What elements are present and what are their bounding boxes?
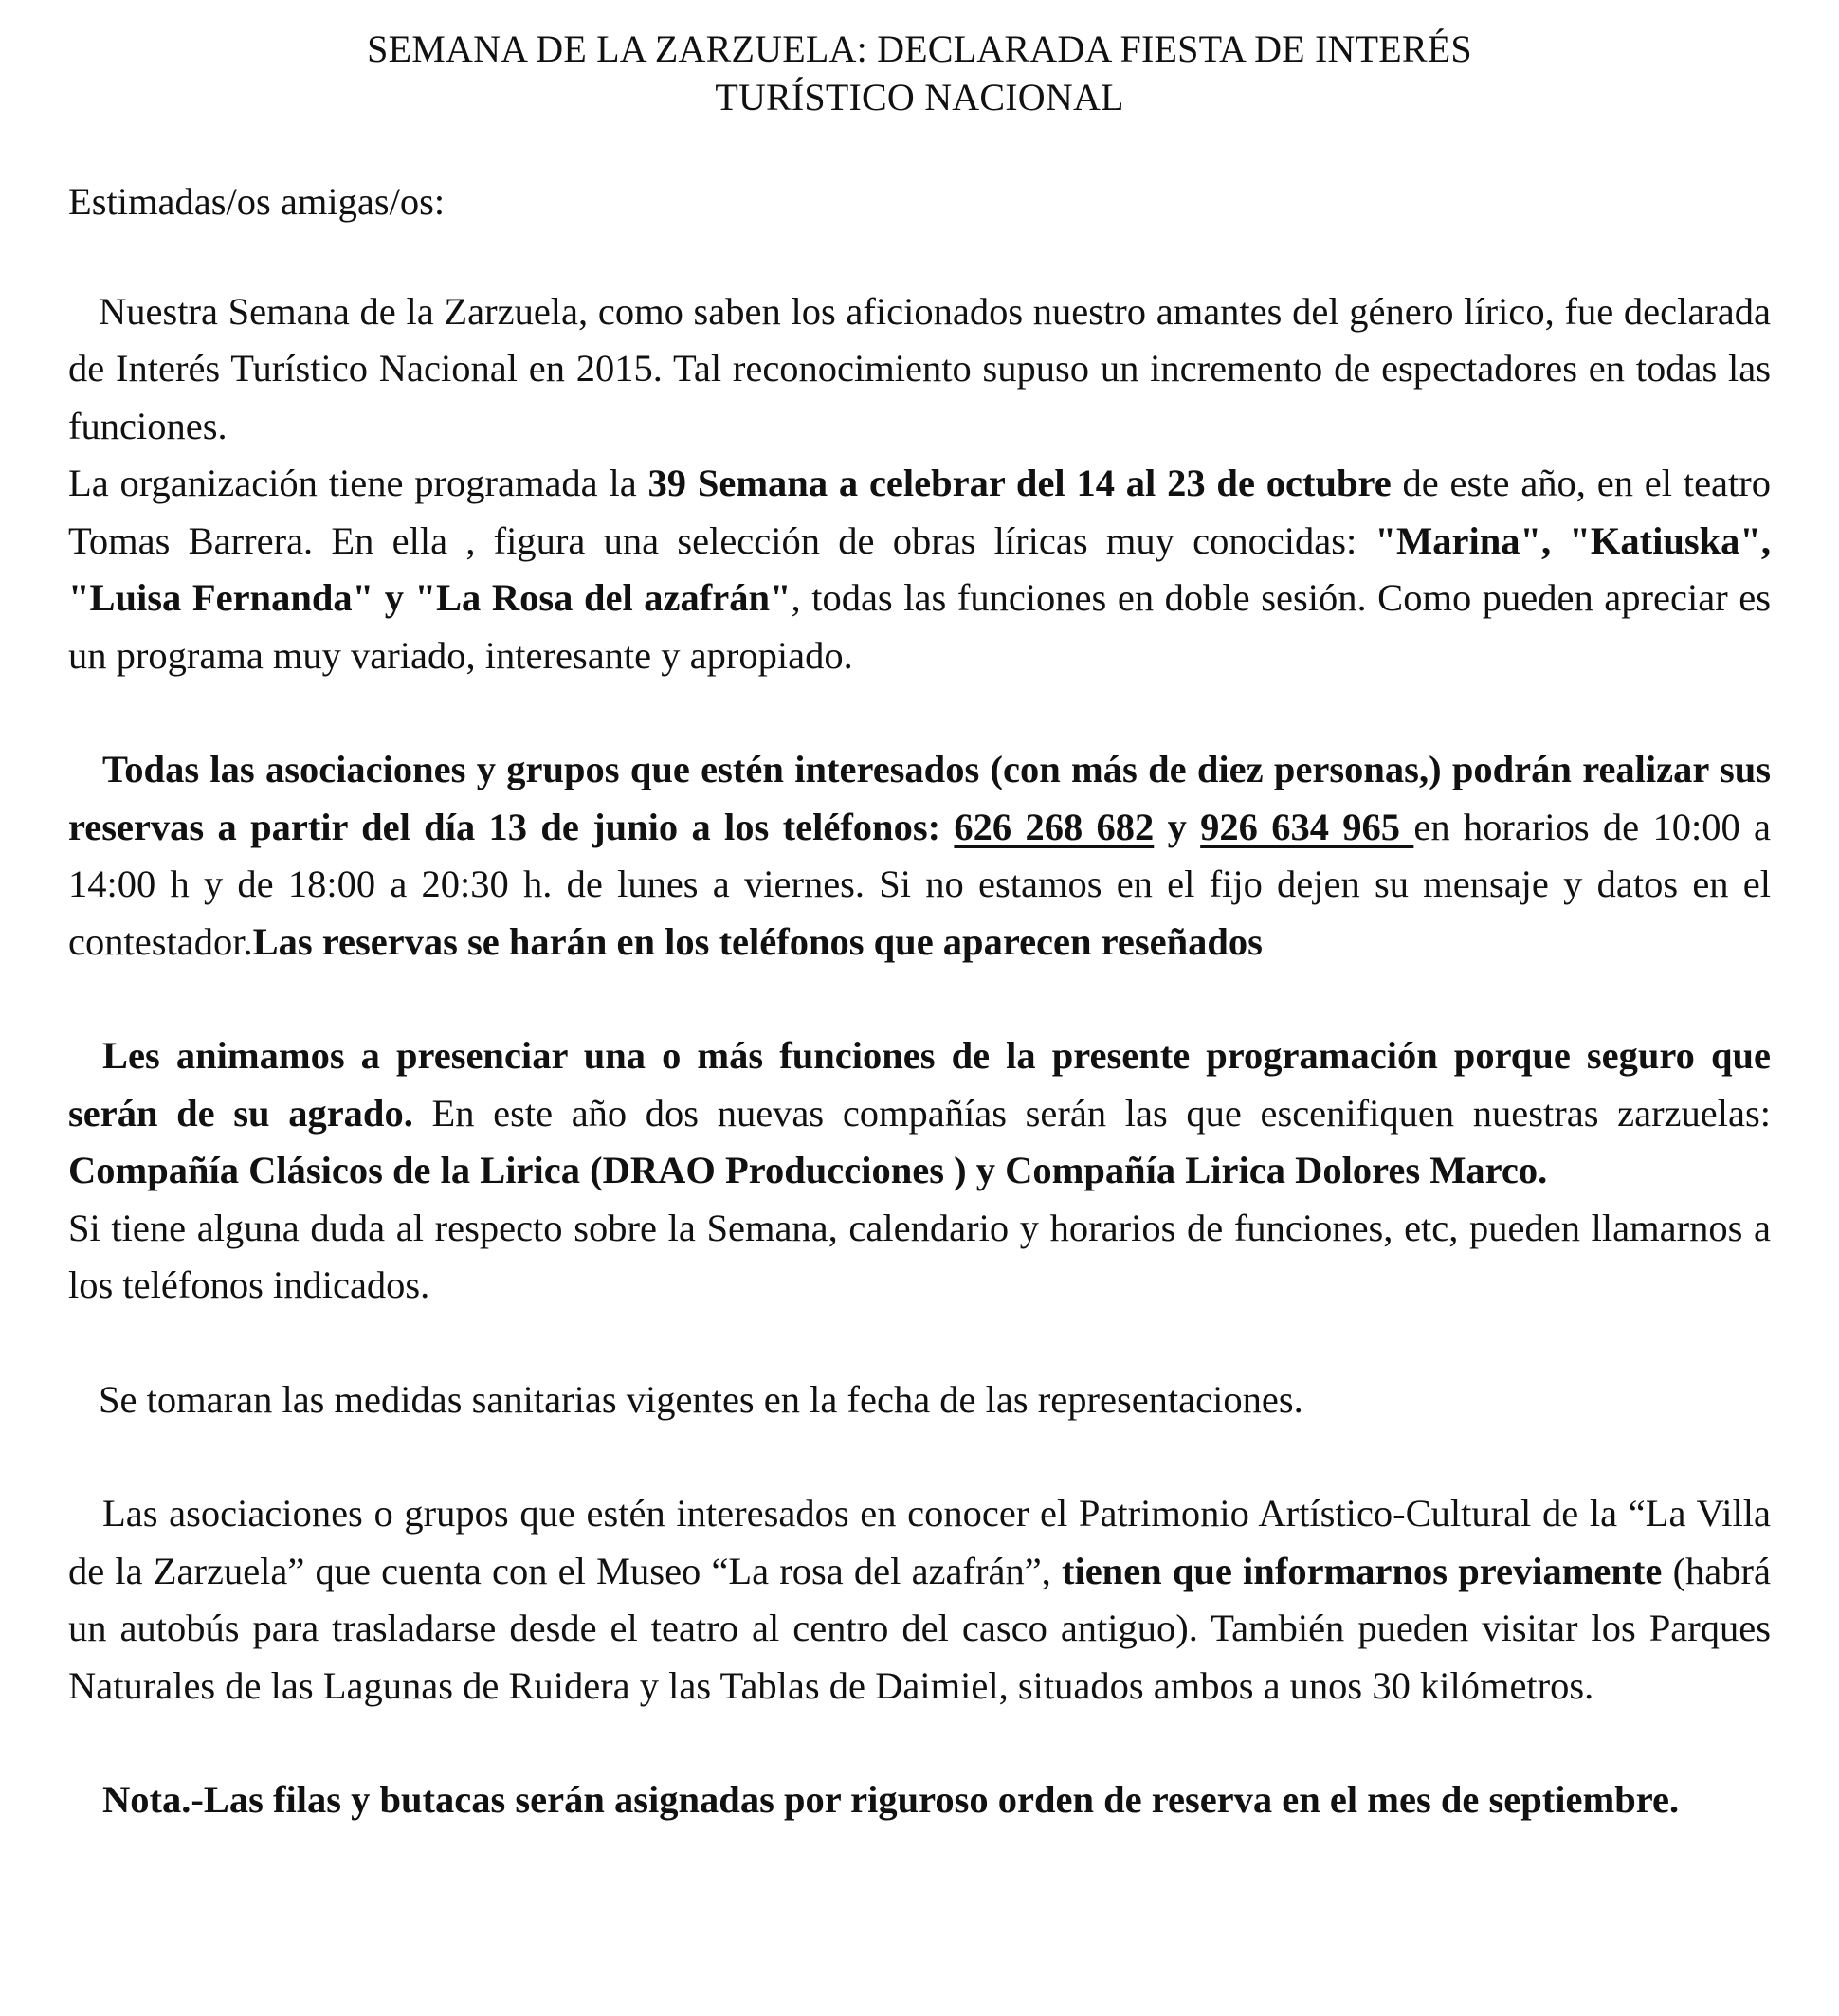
title-line-2: TURÍSTICO NACIONAL [715, 76, 1124, 118]
companies-names: Compañía Clásicos de la Lirica (DRAO Producciones ) y Compañía Lirica Dolores Marco. [68, 1149, 1548, 1191]
paragraph-health-measures: Se tomaran las medidas sanitarias vigentes en la fecha de las representaciones. [99, 1377, 1303, 1421]
companies-intro: Les animamos a presenciar una o más funciones de la presente programación porque seguro que serán de su agrado. [68, 1034, 1771, 1135]
paragraph-questions: Si tiene alguna duda al respecto sobre la Semana, calendario y horarios de funciones, etc, pueden llamarnos a los teléfonos indicados. [68, 1206, 1771, 1306]
paragraph-program [68, 455, 1771, 684]
seating-note: Nota.-Las filas y butacas serán asignadas por riguroso orden de reserva en el mes de septiembre. [102, 1778, 1680, 1821]
phone-number-1[interactable]: 626 268 682 [954, 805, 1155, 848]
heritage-notice: tienen que informarnos previamente [1061, 1549, 1663, 1592]
document-page [68, 25, 1771, 1829]
companies-text: En este año dos nuevas compañías serán las que escenifiquen nuestras zarzuelas: [412, 1091, 1772, 1135]
paragraph-companies [68, 1027, 1771, 1200]
document-title [68, 25, 1771, 121]
program-text-c: de este año, en el teatro Tomas Barrera. En ella , figura una selección de obras líricas muy conocidas: [68, 462, 1772, 562]
reservations-note: Las reservas se harán en los teléfonos que aparecen reseñados [252, 919, 1263, 963]
greeting: Estimadas/os amigas/os: [68, 180, 446, 223]
reservations-hours: en horarios de 10:00 a 14:00 h y de 18:00 a 20:30 h. de lunes a viernes. Si no estamos en el fijo dejen su mensaje y datos en el contestador. [68, 805, 1771, 963]
paragraph-note [68, 1771, 1771, 1829]
program-text-e: , todas las funciones en doble sesión. Como pueden apreciar es un programa muy variado, interesante y apropiado. [68, 576, 1772, 677]
program-works: "Marina", "Katiuska", "Luisa Fernanda" y "La Rosa del azafrán" [68, 518, 1772, 619]
phone-number-2[interactable]: 926 634 965 [1200, 805, 1414, 848]
program-text-a: La organización tiene programada la [68, 462, 648, 504]
reservations-and: y [1154, 805, 1187, 848]
heritage-text-a: Las asociaciones o grupos que estén interesados en conocer el Patrimonio Artístico-Cultural de la “La Villa de la Zarzuela” que cuenta con el Museo “La rosa del azafrán”, [68, 1492, 1771, 1592]
reservations-intro: Todas las asociaciones y grupos que estén interesados (con más de diez personas,) podrán realizar sus reservas a partir del día 13 de junio a los teléfonos: [68, 748, 1771, 848]
heritage-text-c: (habrá un autobús para trasladarse desde el teatro al centro del casco antiguo). También pueden visitar los Parques Naturales de las Lagunas de Ruidera y las Tablas de Daimiel, situados ambos a unos 30 kilómetros. [68, 1549, 1771, 1707]
paragraph-intro: Nuestra Semana de la Zarzuela, como saben los aficionados nuestro amantes del género lírico, fue declarada de Interés Turístico Nacional en 2015. Tal reconocimiento supuso un incremento de espectadores en todas las funciones. [68, 289, 1771, 447]
paragraph-heritage [68, 1485, 1771, 1715]
title-line-1: SEMANA DE LA ZARZUELA: DECLARADA FIESTA DE INTERÉS [367, 27, 1472, 70]
paragraph-reservations [68, 741, 1771, 971]
program-dates: 39 Semana a celebrar del 14 al 23 de octubre [647, 462, 1392, 504]
